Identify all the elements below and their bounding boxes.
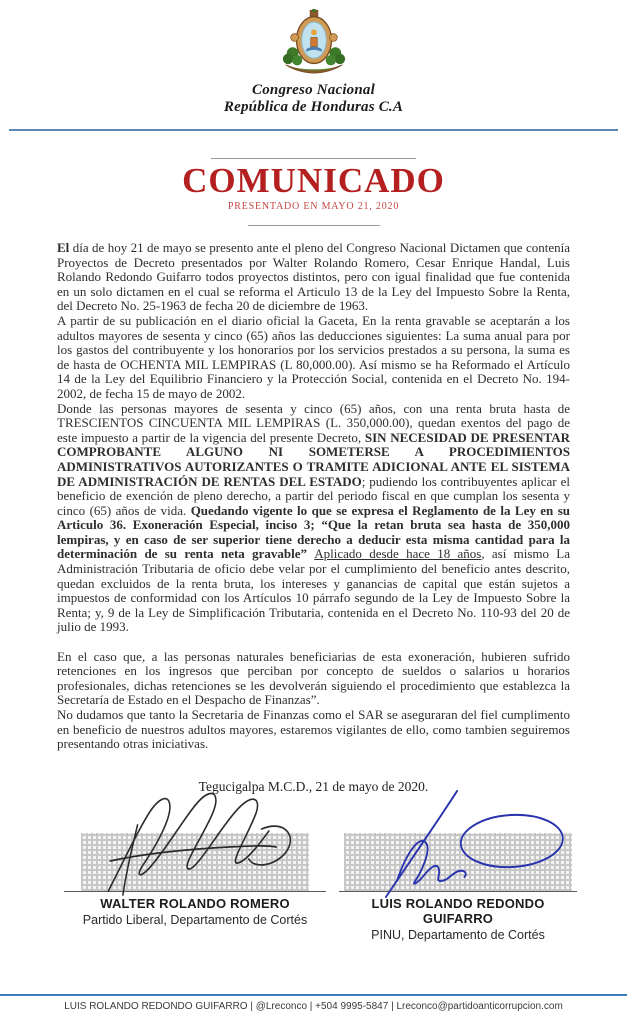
body-text-run: día de hoy 21 de mayo se presento ante el pleno del Congreso Nacional Dictamen que contenía Proyectos de Decreto presentados por Walter Rolando Romero, Cesar Enrique Handal, Luis Rolando Redondo Guifarro todos proyectos distintos, pero con igual finalidad que fue contenida en un solo dictamen en el cual se reforma el Articulo 13 de la Ley del Impuesto Sobre la Renta, del Decreto No. 25-1963 de fecha 20 de diciembre de 1963. — [57, 240, 570, 314]
signature-row — [64, 833, 577, 942]
body-text-run: En el caso que, a las personas naturales beneficiarias de esta exoneración, hubieren sufrido retenciones en los ingresos que perciban por concepto de sueldos o salarios u horarios profesionales, dichas retenciones se les devolverán siguiendo el procedimiento que establezca la Secretaría de Estado en el Despacho de Finanzas”. — [57, 648, 570, 708]
body-text-run: El — [57, 240, 70, 255]
signature-image-luis — [344, 833, 572, 891]
body-paragraph — [57, 708, 570, 752]
body-text-run: Donde las personas mayores de sesenta y cinco (65) años, con una renta bruta hasta de TRESCIENTOS CINCUENTA MIL LEMPIRAS (L. 350,000.00), quedan exentos del pago de este impuesto a partir de la vigencia del presente Decreto, — [57, 400, 570, 445]
document-body — [57, 241, 570, 752]
body-text-run: Quedando vigente lo que se expresa el Reglamento de la Ley en su Articulo 36. Exoneración Especial, inciso 3; “Que la retan bruta sea hasta de 350,000 lempiras, y en caso de ser superior tiene derecho a deducir esta misma cantidad para la determinación de su renta neta gravable” — [57, 502, 571, 562]
dateline: Tegucigalpa M.C.D., 21 de mayo de 2020. — [198, 778, 429, 794]
signer-party-walter: Partido Liberal, Departamento de Cortés — [82, 912, 308, 927]
body-text-run: ; pudiendo los contribuyentes aplicar el beneficio de exención de pleno derecho, a partir del periodo fiscal en que cumplan los sesenta y cinco (65) años de vida. — [57, 473, 570, 518]
signature-ink-luis-icon — [344, 787, 572, 899]
banner-divider-top — [211, 158, 416, 159]
body-paragraph — [57, 402, 570, 636]
body-text-run: No dudamos que tanto la Secretaria de Finanzas como el SAR se aseguraran del fiel cumplimento en beneficio de nuestros adultos mayores, estaremos vigilantes de ello, como tambien seguiremos presentando otras iniciativas. — [57, 707, 570, 752]
header-rule — [9, 129, 618, 131]
coat-of-arms-honduras — [275, 9, 353, 79]
body-text-run: Aplicado desde hace 18 años — [314, 546, 482, 562]
signer-name-luis: LUIS ROLANDO REDONDO GUIFARRO — [371, 895, 545, 926]
body-text-run: A partir de su publicación en el diario oficial la Gaceta, En la renta gravable se aceptarán a los adultos mayores de sesenta y cinco (65) años las deducciones siguientes: La suma anual para por los gastos del contribuyente y los honorarios por los servicios prestados a su persona, la suma es de hasta de OCHENTA MIL LEMPIRAS (L 80,000.00). Así mismo se ha Reformado el Artículo 14 de la Ley del Equilibrio Financiero y la Protección Social, contenida en el Decreto No. 194-2002, de fecha 15 de mayo de 2002. — [57, 312, 570, 401]
org-name-line2: República de Honduras C.A — [223, 99, 404, 115]
signature-image-walter — [81, 833, 309, 891]
body-paragraph — [57, 314, 570, 402]
body-paragraph — [57, 241, 570, 314]
signature-block-luis — [339, 833, 577, 942]
body-text-run: , así mismo La Administración Tributaria de oficio debe velar por el cumplimiento del beneficio antes descrito, quedan excluidos de la renta bruta, los intereses y ganancias de capital que están sujetos a impuestos de conformidad con los Artículos 10 párrafo segundo de la Ley de Impuesto Sobre la Renta; y, 9 de la Ley de Simplificación Tributaria, contenida en el Decreto No. 110-93 del 20 de julio de 1993. — [57, 546, 570, 635]
signer-party-luis: PINU, Departamento de Cortés — [371, 927, 545, 942]
document-subtitle: PRESENTADO EN MAYO 21, 2020 — [227, 201, 400, 212]
banner-divider-bottom — [248, 225, 380, 226]
org-name-line1: Congreso Nacional — [252, 82, 375, 98]
body-paragraph — [57, 650, 570, 708]
signature-block-walter — [64, 833, 326, 942]
body-text-run: SIN NECESIDAD DE PRESENTAR COMPROBANTE ALGUNO NI SOMETERSE A PROCEDIMIENTOS ADMINISTRATIVOS AUTORIZANTES O TRAMITE ADICIONAL ANTE EL SISTEMA DE ADMINISTRACIÓN DE RENTAS DEL ESTADO — [57, 429, 570, 489]
signer-name-walter: WALTER ROLANDO ROMERO — [100, 895, 290, 911]
signature-ink-walter-icon — [81, 787, 309, 899]
document-title: COMUNICADO — [182, 161, 445, 200]
footer-contact-bar — [0, 994, 627, 1023]
footer-contact-text: LUIS ROLANDO REDONDO GUIFARRO | @Lreconco | +504 9995-5847 | Lreconco@partidoanticorrupcion.com — [64, 1001, 563, 1012]
